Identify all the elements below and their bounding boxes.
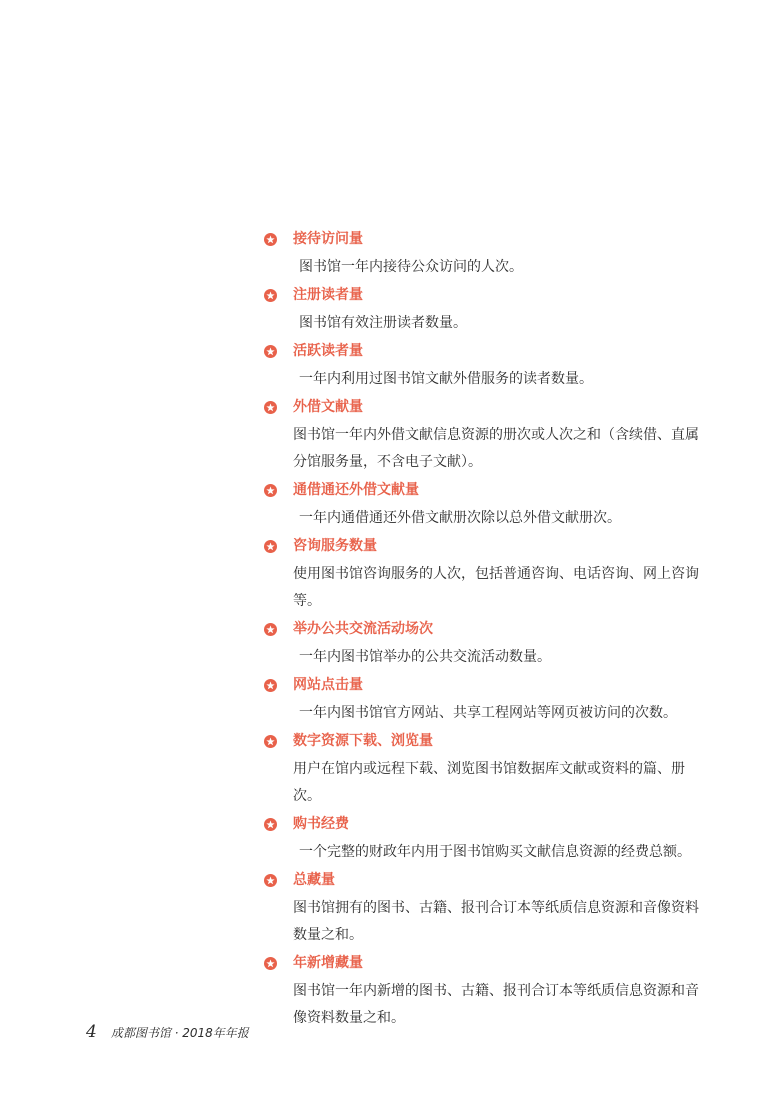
star-badge-icon [264,623,277,636]
glossary-entry [264,618,704,671]
glossary-term: 通借通还外借文献量 [293,482,419,498]
star-badge-icon [264,401,277,414]
glossary-term: 总藏量 [293,872,335,888]
glossary-description: 一年内图书馆官方网站、共享工程网站等网页被访问的次数。 [299,705,677,721]
star-badge-icon [264,957,277,970]
glossary-description: 图书馆拥有的图书、古籍、报刊合订本等纸质信息资源和音像资料数量之和。 [293,900,699,943]
term-row [264,479,704,501]
glossary-term: 外借文献量 [293,399,363,415]
glossary-description: 使用图书馆咨询服务的人次，包括普通咨询、电话咨询、网上咨询等。 [293,566,699,609]
star-badge-icon [264,818,277,831]
glossary-entry [264,479,704,532]
glossary-term: 网站点击量 [293,677,363,693]
star-badge-icon [264,345,277,358]
term-row [264,535,704,557]
glossary-description: 用户在馆内或远程下载、浏览图书馆数据库文献或资料的篇、册次。 [293,761,685,804]
page-number: 4 [86,1022,97,1042]
glossary-description: 图书馆一年内接待公众访问的人次。 [299,259,523,275]
glossary-term: 举办公共交流活动场次 [293,621,433,637]
star-badge-icon [264,289,277,302]
glossary-term: 购书经费 [293,816,349,832]
glossary-term: 注册读者量 [293,287,363,303]
glossary-description: 图书馆有效注册读者数量。 [299,315,467,331]
glossary-description: 图书馆一年内新增的图书、古籍、报刊合订本等纸质信息资源和音像资料数量之和。 [293,983,699,1026]
glossary-entry [264,340,704,393]
term-row [264,674,704,696]
glossary-description: 一年内利用过图书馆文献外借服务的读者数量。 [299,371,593,387]
term-row [264,730,704,752]
term-row [264,228,704,250]
term-row [264,618,704,640]
glossary-term: 数字资源下载、浏览量 [293,733,433,749]
glossary-entry [264,813,704,866]
term-row [264,396,704,418]
glossary-description: 一年内图书馆举办的公共交流活动数量。 [299,649,551,665]
glossary-term: 接待访问量 [293,231,363,247]
glossary-entry [264,952,704,1032]
glossary-entry [264,228,704,281]
star-badge-icon [264,679,277,692]
star-badge-icon [264,735,277,748]
glossary-term: 年新增藏量 [293,955,363,971]
glossary-term: 咨询服务数量 [293,538,377,554]
star-badge-icon [264,233,277,246]
glossary-description: 一个完整的财政年内用于图书馆购买文献信息资源的经费总额。 [299,844,691,860]
term-row [264,284,704,306]
page-footer [86,1022,249,1042]
glossary-description: 图书馆一年内外借文献信息资源的册次或人次之和（含续借、直属分馆服务量，不含电子文献）。 [293,427,699,470]
glossary-entry [264,396,704,476]
star-badge-icon [264,874,277,887]
glossary-list [264,228,704,1035]
glossary-entry [264,730,704,810]
term-row [264,813,704,835]
star-badge-icon [264,540,277,553]
glossary-entry [264,869,704,949]
glossary-entry [264,284,704,337]
report-title: 成都图书馆 · 2018年年报 [110,1026,249,1040]
glossary-entry [264,674,704,727]
glossary-description: 一年内通借通还外借文献册次除以总外借文献册次。 [299,510,621,526]
star-badge-icon [264,484,277,497]
glossary-term: 活跃读者量 [293,343,363,359]
glossary-entry [264,535,704,615]
term-row [264,952,704,974]
term-row [264,340,704,362]
term-row [264,869,704,891]
